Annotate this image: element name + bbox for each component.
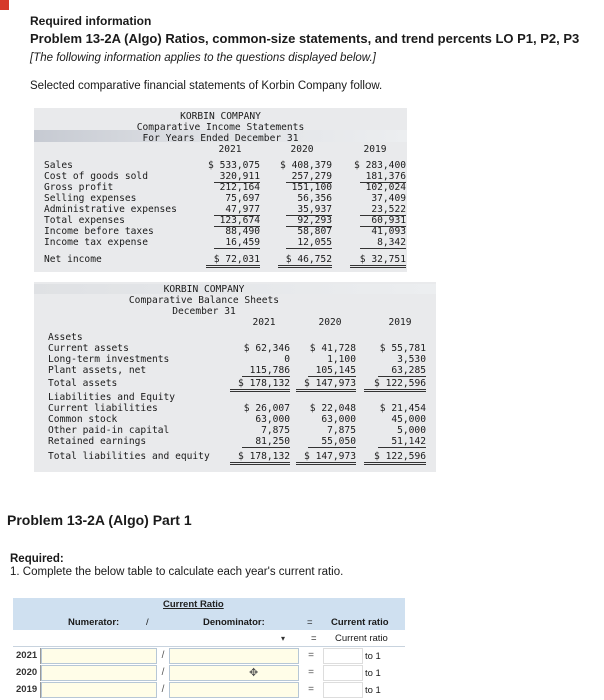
is-value: 37,409 <box>371 193 406 204</box>
is-year: 2019 <box>363 144 387 155</box>
unit-label: to 1 <box>365 685 381 696</box>
required-text: 1. Complete the below table to calculate each year's current ratio. <box>10 566 344 578</box>
bs-value: $ 122,596 <box>364 378 426 392</box>
denominator-header: Denominator: <box>203 617 265 628</box>
is-value: $ 408,379 <box>280 160 332 171</box>
intro-text: Selected comparative financial statements of Korbin Company follow. <box>30 80 383 92</box>
bs-value: $ 178,132 <box>230 451 290 465</box>
is-value: 123,674 <box>214 215 260 227</box>
unit-label: to 1 <box>365 668 381 679</box>
alert-marker <box>0 0 9 10</box>
is-period: For Years Ended December 31 <box>142 133 299 144</box>
slash-header: / <box>146 617 149 628</box>
bs-row-label: Total liabilities and equity <box>48 451 210 462</box>
bs-value: $ 26,007 <box>243 403 290 414</box>
denominator-input-2019[interactable] <box>169 682 299 698</box>
bs-value: 5,000 <box>397 425 426 436</box>
is-value: 60,931 <box>360 215 406 227</box>
bs-value: 7,875 <box>261 425 290 436</box>
equals: = <box>308 667 314 678</box>
bs-row-label: Current assets <box>48 343 129 354</box>
equals: = <box>308 684 314 695</box>
is-row-label: Cost of goods sold <box>44 171 148 182</box>
year-label: 2020 <box>13 665 41 681</box>
problem-title: Problem 13-2A (Algo) Ratios, common-size statements, and trend percents LO P1, P2, P3 <box>30 31 580 46</box>
unit-label: to 1 <box>365 651 381 662</box>
instruction-note: [The following information applies to the questions displayed below.] <box>30 52 376 64</box>
numerator-input-2021[interactable] <box>41 648 157 664</box>
required-label: Required: <box>10 553 64 565</box>
move-cursor-icon: ✥ <box>249 667 259 679</box>
bs-value: $ 147,973 <box>296 378 356 392</box>
equals-header: = <box>307 617 313 628</box>
is-value: 320,911 <box>214 171 260 183</box>
required-info-heading: Required information <box>30 14 152 28</box>
is-value: 23,522 <box>360 204 406 216</box>
bs-year: 2021 <box>252 317 276 328</box>
is-year: 2021 <box>218 144 242 155</box>
is-value: 181,376 <box>360 171 406 183</box>
bs-value: $ 21,454 <box>379 403 426 414</box>
is-year: 2020 <box>290 144 314 155</box>
current-ratio-table <box>13 598 405 700</box>
dropdown-icon[interactable]: ▾ <box>281 634 286 643</box>
bs-period: December 31 <box>172 306 236 317</box>
is-row-label: Administrative expenses <box>44 204 177 215</box>
bs-row-label: Current liabilities <box>48 403 158 414</box>
is-row-label: Income tax expense <box>44 237 148 248</box>
bs-liab-heading: Liabilities and Equity <box>48 392 176 403</box>
is-value: $ 46,752 <box>278 254 332 268</box>
slash: / <box>161 650 165 661</box>
bs-value: 63,000 <box>255 414 290 425</box>
is-value: 75,697 <box>225 193 260 204</box>
bs-year: 2019 <box>388 317 412 328</box>
denominator-input-2020[interactable] <box>169 665 299 681</box>
bs-value: 45,000 <box>391 414 426 425</box>
is-value: 92,293 <box>286 215 332 227</box>
is-row-label: Net income <box>44 254 102 265</box>
bs-value: 51,142 <box>378 436 426 448</box>
is-value: $ 533,075 <box>208 160 260 171</box>
is-value: 56,356 <box>297 193 332 204</box>
bs-year: 2020 <box>318 317 342 328</box>
bs-row-label: Plant assets, net <box>48 365 147 376</box>
ratio-output-2020 <box>323 665 363 681</box>
bs-row-label: Other paid-in capital <box>48 425 170 436</box>
result-header: Current ratio <box>331 617 389 628</box>
is-row-label: Selling expenses <box>44 193 137 204</box>
income-statement <box>34 108 407 272</box>
bs-value: 3,530 <box>397 354 426 365</box>
bs-value: 63,000 <box>321 414 356 425</box>
year-label: 2019 <box>13 682 41 698</box>
bs-row-label: Long-term investments <box>48 354 170 365</box>
slash: / <box>161 684 165 695</box>
part-title: Problem 13-2A (Algo) Part 1 <box>7 512 192 528</box>
bs-value: 0 <box>284 354 290 365</box>
bs-value: $ 178,132 <box>230 378 290 392</box>
bs-value: $ 22,048 <box>309 403 356 414</box>
is-value: 257,279 <box>286 171 332 183</box>
bs-value: $ 62,346 <box>243 343 290 354</box>
is-value: $ 283,400 <box>354 160 406 171</box>
bs-value: 55,050 <box>308 436 356 448</box>
bs-value: 7,875 <box>327 425 356 436</box>
bs-value: $ 147,973 <box>296 451 356 465</box>
equals-sub: = <box>311 633 317 644</box>
is-value: 41,093 <box>371 226 406 237</box>
is-value: $ 72,031 <box>206 254 260 268</box>
is-value: 16,459 <box>214 237 260 249</box>
result-subheader: Current ratio <box>335 633 388 644</box>
bs-value: $ 122,596 <box>364 451 426 465</box>
is-value: 47,977 <box>214 204 260 216</box>
bs-row-label: Common stock <box>48 414 118 425</box>
is-row-label: Total expenses <box>44 215 125 226</box>
is-row-label: Gross profit <box>44 182 114 193</box>
bs-row-label: Total assets <box>48 378 118 389</box>
is-value: 35,937 <box>286 204 332 216</box>
numerator-input-2019[interactable] <box>41 682 157 698</box>
is-row-label: Sales <box>44 160 73 171</box>
is-value: $ 32,751 <box>350 254 406 268</box>
bs-value: 115,786 <box>242 365 290 377</box>
bs-assets-heading: Assets <box>48 332 83 343</box>
bs-value: 81,250 <box>242 436 290 448</box>
is-value: 58,807 <box>297 226 332 237</box>
bs-title: Comparative Balance Sheets <box>128 295 280 306</box>
bs-value: $ 55,781 <box>379 343 426 354</box>
slash: / <box>161 667 165 678</box>
ratio-output-2021 <box>323 648 363 664</box>
is-value: 212,164 <box>219 182 260 193</box>
bs-value: 105,145 <box>308 365 356 377</box>
is-value: 8,342 <box>360 237 406 249</box>
group-header: Current Ratio <box>163 599 224 610</box>
numerator-header: Numerator: <box>68 617 120 628</box>
bs-value: 1,100 <box>327 354 356 365</box>
ratio-output-2019 <box>323 682 363 698</box>
bs-row-label: Retained earnings <box>48 436 147 447</box>
is-row-label: Income before taxes <box>44 226 154 237</box>
is-value: 88,490 <box>225 226 260 237</box>
bs-company: KORBIN COMPANY <box>163 284 245 295</box>
balance-sheet <box>34 282 436 472</box>
is-company: KORBIN COMPANY <box>180 111 261 122</box>
is-value: 102,024 <box>365 182 406 193</box>
equals: = <box>308 650 314 661</box>
is-value: 12,055 <box>286 237 332 249</box>
bs-value: $ 41,728 <box>309 343 356 354</box>
is-title: Comparative Income Statements <box>136 122 305 133</box>
is-value: 151,100 <box>291 182 332 193</box>
numerator-input-2020[interactable] <box>41 665 157 681</box>
denominator-input-2021[interactable] <box>169 648 299 664</box>
year-label: 2021 <box>13 648 41 664</box>
bs-value: 63,285 <box>378 365 426 377</box>
